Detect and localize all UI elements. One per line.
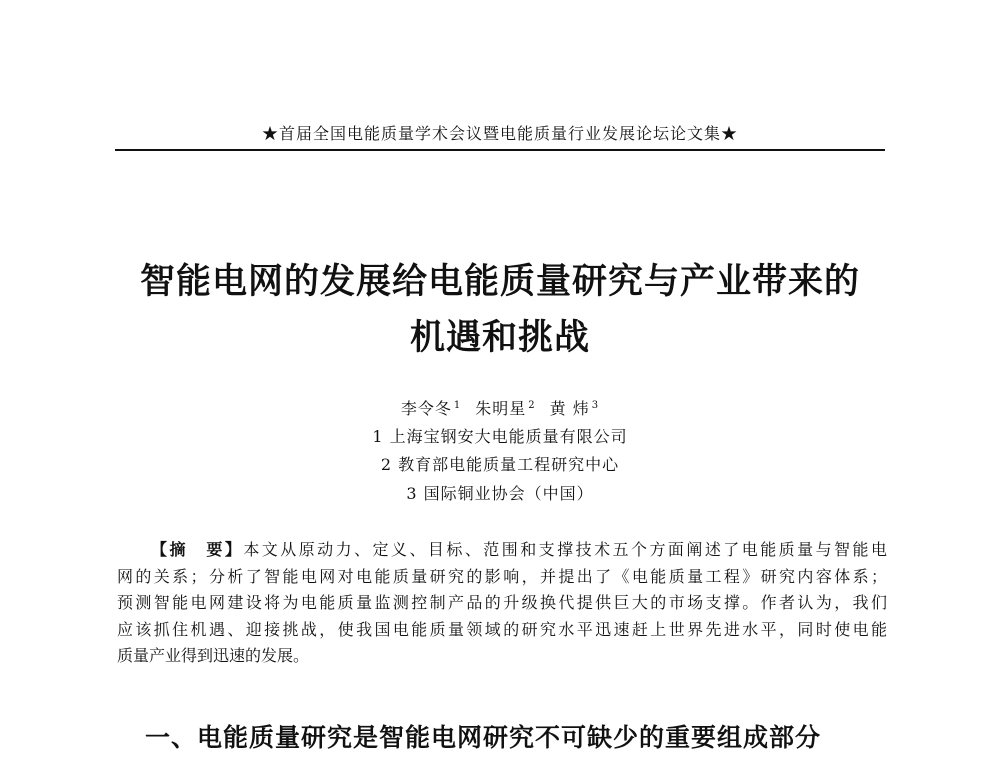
- paper-title-line-2: 机遇和挑战: [409, 318, 590, 358]
- abstract-line: 质量产业得到迅速的发展。: [117, 646, 310, 665]
- abstract-line: 网的关系；分析了智能电网对电能质量研究的影响，并提出了《电能质量工程》研究内容体系；: [117, 566, 887, 586]
- abstract-line: 应该抓住机遇、迎接挑战，使我国电能质量领域的研究水平迅速赶上世界先进水平，同时使电能: [117, 619, 887, 639]
- affiliation-1: 1 上海宝钢安大电能质量有限公司: [372, 427, 628, 446]
- header-rule: [115, 149, 885, 151]
- section-heading: 一、电能质量研究是智能电网研究不可缺少的重要组成部分: [145, 723, 822, 752]
- author: [550, 398, 599, 420]
- author-list: [300, 398, 700, 420]
- author-name: 黄 炜: [549, 399, 590, 418]
- author-affiliation-mark: 1: [453, 399, 462, 411]
- abstract-label: 【摘 要】: [151, 540, 244, 559]
- affiliation-2: 2 教育部电能质量工程研究中心: [380, 455, 620, 474]
- abstract-line: [117, 537, 887, 564]
- author-name: 朱明星: [475, 399, 527, 418]
- author: [401, 398, 461, 420]
- paper-title-line-1: 智能电网的发展给电能质量研究与产业带来的: [139, 262, 860, 302]
- abstract-line: 预测智能电网建设将为电能质量监测控制产品的升级换代提供巨大的市场支撑。作者认为，我们: [117, 593, 887, 612]
- author-affiliation-mark: 2: [528, 399, 536, 411]
- author-affiliation-mark: 3: [591, 399, 600, 411]
- author: [475, 398, 535, 420]
- abstract: [117, 537, 887, 670]
- abstract-text: 本文从原动力、定义、目标、范围和支撑技术五个方面阐述了电能质量与智能电: [243, 540, 887, 559]
- author-name: 李令冬: [400, 399, 452, 418]
- running-header: ★首届全国电能质量学术会议暨电能质量行业发展论坛论文集★: [261, 124, 738, 143]
- affiliation-3: 3 国际铜业协会（中国）: [406, 484, 594, 503]
